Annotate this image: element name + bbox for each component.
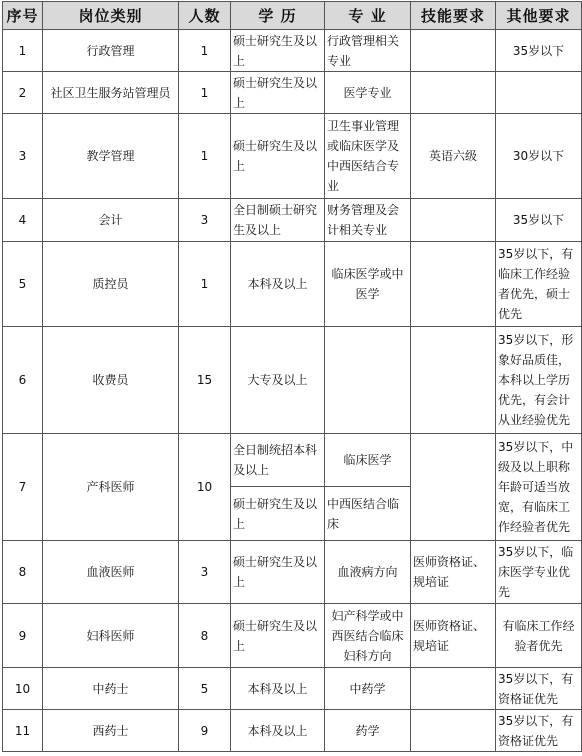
cell-major: 临床医学或中医学 [325, 242, 411, 327]
cell-education: 本科及以上 [231, 710, 325, 752]
cell-skills [411, 327, 496, 434]
table-row [3, 710, 582, 752]
cell-major [325, 327, 411, 434]
cell-other: 有临床工作经验者优先 [496, 604, 582, 668]
cell-count: 8 [179, 604, 231, 668]
cell-skills [411, 242, 496, 327]
cell-education: 全日制硕士研究生及以上 [231, 199, 325, 242]
cell-major: 临床医学 [325, 434, 411, 487]
cell-skills [411, 434, 496, 541]
cell-seq: 1 [3, 30, 43, 72]
cell-seq: 11 [3, 710, 43, 752]
cell-education: 硕士研究生及以上 [231, 30, 325, 72]
cell-other: 30岁以下 [496, 114, 582, 199]
table-row [3, 604, 582, 668]
header-seq: 序号 [3, 2, 43, 30]
table-row [3, 327, 582, 434]
cell-seq: 5 [3, 242, 43, 327]
header-count: 人数 [179, 2, 231, 30]
cell-seq: 8 [3, 541, 43, 604]
cell-seq: 3 [3, 114, 43, 199]
cell-skills [411, 30, 496, 72]
cell-category: 行政管理 [43, 30, 179, 72]
cell-major: 医学专业 [325, 72, 411, 114]
cell-category: 教学管理 [43, 114, 179, 199]
cell-education: 硕士研究生及以上 [231, 541, 325, 604]
cell-count: 1 [179, 114, 231, 199]
cell-other [496, 72, 582, 114]
cell-skills [411, 72, 496, 114]
cell-skills: 医师资格证、规培证 [411, 604, 496, 668]
cell-skills: 英语六级 [411, 114, 496, 199]
header-skills: 技能要求 [411, 2, 496, 30]
cell-seq: 7 [3, 434, 43, 541]
cell-other: 35岁以下，有资格证优先 [496, 710, 582, 752]
cell-major: 药学 [325, 710, 411, 752]
cell-other: 35岁以下，临床医学专业优先 [496, 541, 582, 604]
cell-education: 全日制统招本科及以上 [231, 434, 325, 487]
table-row [3, 541, 582, 604]
cell-education: 硕士研究生及以上 [231, 114, 325, 199]
table-row [3, 668, 582, 710]
cell-category: 血液医师 [43, 541, 179, 604]
cell-count: 5 [179, 668, 231, 710]
cell-count: 1 [179, 242, 231, 327]
cell-major: 血液病方向 [325, 541, 411, 604]
cell-seq: 6 [3, 327, 43, 434]
cell-education: 本科及以上 [231, 242, 325, 327]
cell-count: 1 [179, 72, 231, 114]
cell-skills [411, 199, 496, 242]
cell-count: 9 [179, 710, 231, 752]
cell-count: 3 [179, 541, 231, 604]
header-row [3, 2, 582, 30]
table-row [3, 72, 582, 114]
cell-category: 社区卫生服务站管理员 [43, 72, 179, 114]
recruitment-table [2, 1, 582, 752]
cell-category: 会计 [43, 199, 179, 242]
table-row [3, 434, 582, 487]
cell-category: 西药士 [43, 710, 179, 752]
cell-skills [411, 710, 496, 752]
cell-category: 妇科医师 [43, 604, 179, 668]
cell-major: 卫生事业管理或临床医学及中西医结合专业 [325, 114, 411, 199]
table-row [3, 30, 582, 72]
cell-education: 大专及以上 [231, 327, 325, 434]
cell-major: 行政管理相关专业 [325, 30, 411, 72]
cell-count: 10 [179, 434, 231, 541]
cell-education: 硕士研究生及以上 [231, 604, 325, 668]
header-category: 岗位类别 [43, 2, 179, 30]
cell-skills: 医师资格证、规培证 [411, 541, 496, 604]
table-row [3, 242, 582, 327]
header-other: 其他要求 [496, 2, 582, 30]
cell-category: 质控员 [43, 242, 179, 327]
cell-other: 35岁以下，中级及以上职称年龄可适当放宽，有临床工作经验者优先 [496, 434, 582, 541]
table-row [3, 199, 582, 242]
cell-major: 财务管理及会计相关专业 [325, 199, 411, 242]
cell-major: 中药学 [325, 668, 411, 710]
table-row [3, 114, 582, 199]
cell-category: 收费员 [43, 327, 179, 434]
cell-education: 硕士研究生及以上 [231, 72, 325, 114]
cell-other: 35岁以下，有资格证优先 [496, 668, 582, 710]
cell-count: 1 [179, 30, 231, 72]
cell-other: 35岁以下 [496, 30, 582, 72]
cell-seq: 4 [3, 199, 43, 242]
cell-major: 中西医结合临床 [325, 487, 411, 541]
cell-skills [411, 668, 496, 710]
cell-other: 35岁以下 [496, 199, 582, 242]
header-education: 学 历 [231, 2, 325, 30]
cell-major: 妇产科学或中西医结合临床妇科方向 [325, 604, 411, 668]
cell-count: 3 [179, 199, 231, 242]
cell-seq: 10 [3, 668, 43, 710]
cell-seq: 2 [3, 72, 43, 114]
cell-education: 硕士研究生及以上 [231, 487, 325, 541]
cell-seq: 9 [3, 604, 43, 668]
cell-category: 产科医师 [43, 434, 179, 541]
cell-education: 本科及以上 [231, 668, 325, 710]
cell-count: 15 [179, 327, 231, 434]
header-major: 专 业 [325, 2, 411, 30]
cell-other: 35岁以下，形象好品质佳，本科以上学历优先，有会计从业经验优先 [496, 327, 582, 434]
cell-category: 中药士 [43, 668, 179, 710]
cell-other: 35岁以下，有临床工作经验者优先，硕士优先 [496, 242, 582, 327]
